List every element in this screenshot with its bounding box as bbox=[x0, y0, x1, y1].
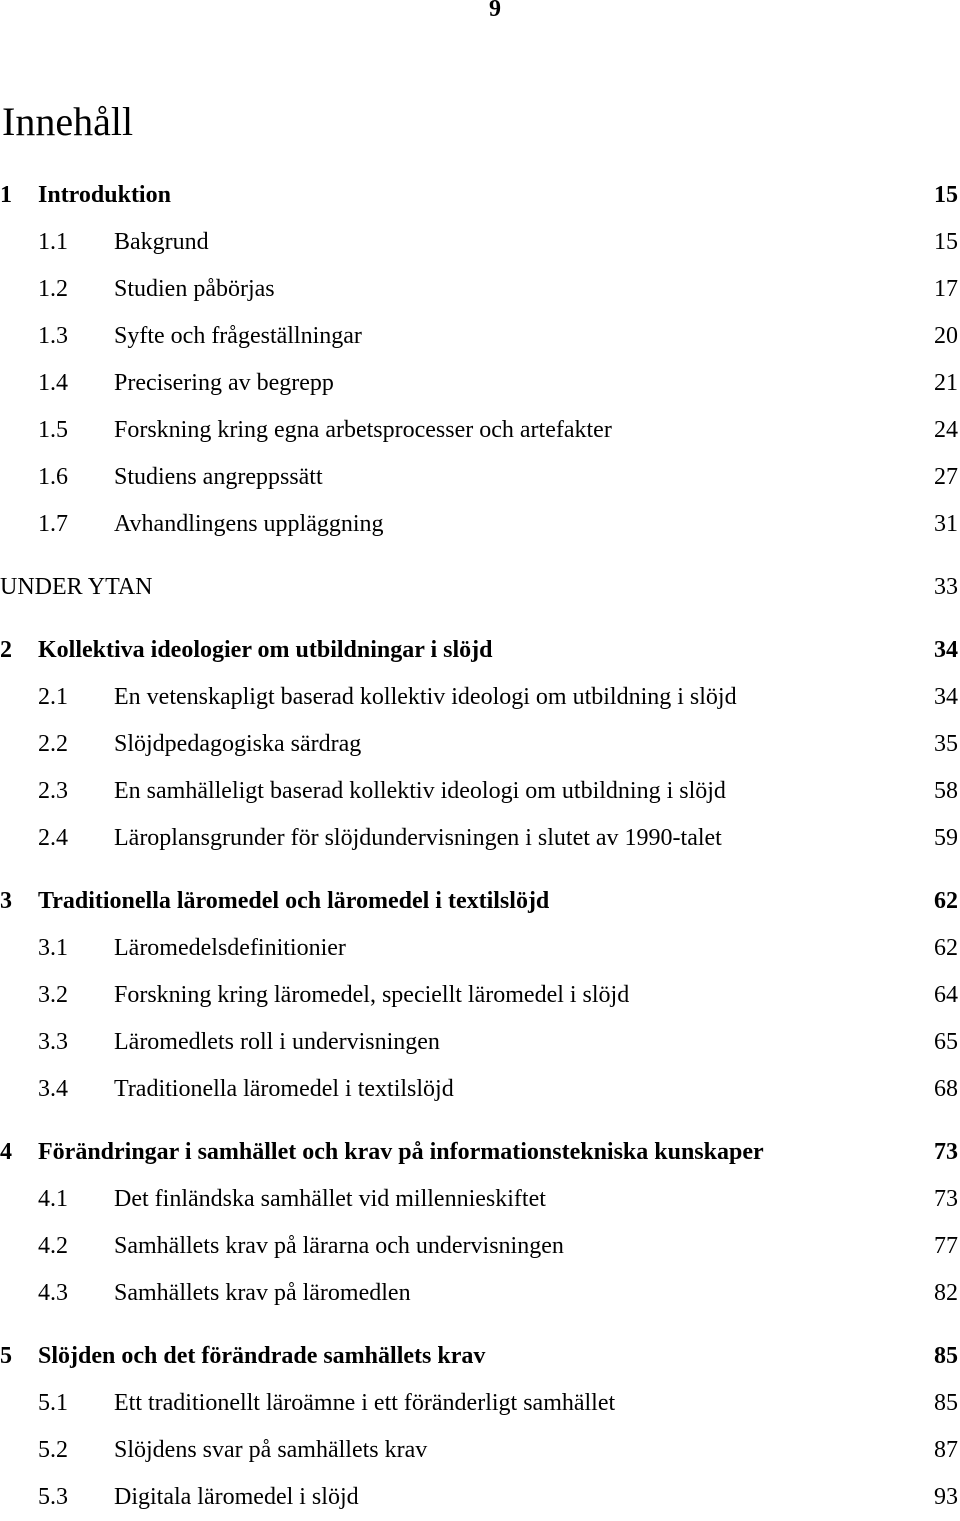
toc-entry-section[interactable] bbox=[0, 1270, 960, 1317]
toc-entry-page: 15 bbox=[934, 229, 958, 255]
toc-entry-number: 1.1 bbox=[38, 229, 68, 255]
toc-entry-label: Forskning kring egna arbetsprocesser och artefakter bbox=[114, 417, 612, 443]
toc-entry-label: Ett traditionellt läroämne i ett föränderligt samhället bbox=[114, 1390, 616, 1416]
toc-entry-chapter[interactable] bbox=[0, 878, 960, 925]
toc-entry-section[interactable] bbox=[0, 219, 960, 266]
toc-entry-number: 4.1 bbox=[38, 1186, 68, 1212]
toc-entry-page: 62 bbox=[934, 888, 958, 914]
toc-entry-section[interactable] bbox=[0, 721, 960, 768]
toc-entry-number: 3 bbox=[0, 888, 12, 914]
toc-entry-label: Förändringar i samhället och krav på informationstekniska kunskaper bbox=[38, 1139, 764, 1165]
toc-entry-page: 59 bbox=[934, 825, 958, 851]
toc-entry-number: 2.3 bbox=[38, 778, 68, 804]
toc-entry-page: 73 bbox=[934, 1139, 958, 1165]
toc-entry-label: En vetenskapligt baserad kollektiv ideologi om utbildning i slöjd bbox=[114, 684, 737, 710]
toc-entry-number: 3.2 bbox=[38, 982, 68, 1008]
toc-entry-page: 27 bbox=[934, 464, 958, 490]
page-title: Innehåll bbox=[2, 99, 134, 144]
toc-entry-section[interactable] bbox=[0, 266, 960, 313]
toc-entry-section[interactable] bbox=[0, 1176, 960, 1223]
toc-entry-number: 1.6 bbox=[38, 464, 68, 490]
toc-entry-chapter[interactable] bbox=[0, 627, 960, 674]
toc-entry-section[interactable] bbox=[0, 407, 960, 454]
toc-entry-page: 24 bbox=[934, 417, 958, 443]
toc-entry-label: Kollektiva ideologier om utbildningar i slöjd bbox=[38, 637, 493, 663]
toc-entry-section[interactable] bbox=[0, 454, 960, 501]
toc-entry-number: 2 bbox=[0, 637, 12, 663]
toc-entry-page: 77 bbox=[934, 1233, 958, 1259]
toc-entry-label: Studiens angreppssätt bbox=[114, 464, 323, 490]
toc-entry-page: 35 bbox=[934, 731, 958, 757]
toc-entry-label: Avhandlingens uppläggning bbox=[114, 511, 384, 537]
toc-entry-number: 1.4 bbox=[38, 370, 68, 396]
toc-entry-label: En samhälleligt baserad kollektiv ideologi om utbildning i slöjd bbox=[114, 778, 726, 804]
toc-entry-number: 1 bbox=[0, 182, 12, 208]
toc-entry-section[interactable] bbox=[0, 313, 960, 360]
toc-entry-page: 58 bbox=[934, 778, 958, 804]
toc-entry-section[interactable] bbox=[0, 501, 960, 548]
toc-entry-page: 65 bbox=[934, 1029, 958, 1055]
toc-entry-section[interactable] bbox=[0, 1427, 960, 1474]
toc-entry-section[interactable] bbox=[0, 925, 960, 972]
toc-entry-page: 34 bbox=[934, 684, 958, 710]
toc-entry-number: 1.5 bbox=[38, 417, 68, 443]
toc-entry-label: Forskning kring läromedel, speciellt läromedel i slöjd bbox=[114, 982, 630, 1008]
toc-entry-section[interactable] bbox=[0, 972, 960, 1019]
toc-entry-number: 4.3 bbox=[38, 1280, 68, 1306]
toc-entry-label: Slöjdens svar på samhällets krav bbox=[114, 1437, 428, 1463]
toc-entry-page: 87 bbox=[934, 1437, 958, 1463]
toc-entry-label: Precisering av begrepp bbox=[114, 370, 334, 396]
toc-entry-part[interactable] bbox=[0, 564, 960, 611]
toc-entry-label: Syfte och frågeställningar bbox=[114, 323, 362, 349]
toc-entry-number: 5.1 bbox=[38, 1390, 68, 1416]
toc-entry-section[interactable] bbox=[0, 1380, 960, 1427]
toc-entry-page: 64 bbox=[934, 982, 958, 1008]
toc-entry-number: 5 bbox=[0, 1343, 12, 1369]
toc-entry-number: 3.1 bbox=[38, 935, 68, 961]
toc-entry-label: Slöjdpedagogiska särdrag bbox=[114, 731, 362, 757]
toc-entry-number: 1.3 bbox=[38, 323, 68, 349]
toc-entry-number: 5.3 bbox=[38, 1484, 68, 1510]
toc-entry-label: Samhällets krav på lärarna och undervisningen bbox=[114, 1233, 564, 1259]
toc-entry-number: 1.2 bbox=[38, 276, 68, 302]
table-of-contents bbox=[0, 172, 960, 1521]
toc-entry-label: Läromedlets roll i undervisningen bbox=[114, 1029, 440, 1055]
toc-entry-page: 33 bbox=[934, 574, 958, 600]
toc-entry-label: Det finländska samhället vid millennieskiftet bbox=[114, 1186, 546, 1212]
toc-entry-label: Studien påbörjas bbox=[114, 276, 275, 302]
toc-entry-page: 68 bbox=[934, 1076, 958, 1102]
toc-entry-section[interactable] bbox=[0, 674, 960, 721]
toc-entry-label: Traditionella läromedel och läromedel i textilslöjd bbox=[38, 888, 550, 914]
toc-entry-number: 2.1 bbox=[38, 684, 68, 710]
toc-entry-section[interactable] bbox=[0, 1223, 960, 1270]
toc-entry-section[interactable] bbox=[0, 1019, 960, 1066]
toc-entry-label: Läroplansgrunder för slöjdundervisningen i slutet av 1990-talet bbox=[114, 825, 722, 851]
toc-entry-number: 3.4 bbox=[38, 1076, 68, 1102]
toc-entry-page: 21 bbox=[934, 370, 958, 396]
toc-entry-label: Introduktion bbox=[38, 182, 171, 208]
toc-entry-number: 1.7 bbox=[38, 511, 68, 537]
toc-entry-page: 31 bbox=[934, 511, 958, 537]
toc-entry-chapter[interactable] bbox=[0, 1333, 960, 1380]
toc-entry-number: 2.4 bbox=[38, 825, 68, 851]
toc-entry-number: 3.3 bbox=[38, 1029, 68, 1055]
toc-entry-chapter[interactable] bbox=[0, 172, 960, 219]
toc-entry-page: 20 bbox=[934, 323, 958, 349]
toc-entry-label: Samhällets krav på läromedlen bbox=[114, 1280, 411, 1306]
toc-entry-page: 82 bbox=[934, 1280, 958, 1306]
toc-entry-section[interactable] bbox=[0, 1474, 960, 1521]
toc-entry-section[interactable] bbox=[0, 768, 960, 815]
toc-entry-number: 5.2 bbox=[38, 1437, 68, 1463]
toc-entry-number: 2.2 bbox=[38, 731, 68, 757]
toc-entry-page: 15 bbox=[934, 182, 958, 208]
toc-entry-label: Traditionella läromedel i textilslöjd bbox=[114, 1076, 454, 1102]
toc-entry-number: 4 bbox=[0, 1139, 12, 1165]
toc-entry-label: Bakgrund bbox=[114, 229, 209, 255]
toc-entry-page: 85 bbox=[934, 1390, 958, 1416]
toc-entry-label: Läromedelsdefinitionier bbox=[114, 935, 346, 961]
toc-entry-page: 93 bbox=[934, 1484, 958, 1510]
toc-entry-section[interactable] bbox=[0, 1066, 960, 1113]
toc-entry-page: 73 bbox=[934, 1186, 958, 1212]
toc-entry-number: 4.2 bbox=[38, 1233, 68, 1259]
toc-entry-page: 34 bbox=[934, 637, 958, 663]
toc-entry-page: 62 bbox=[934, 935, 958, 961]
toc-entry-chapter[interactable] bbox=[0, 1129, 960, 1176]
toc-entry-page: 17 bbox=[934, 276, 958, 302]
toc-entry-section[interactable] bbox=[0, 815, 960, 862]
toc-entry-label: Digitala läromedel i slöjd bbox=[114, 1484, 359, 1510]
page-number: 9 bbox=[489, 0, 501, 22]
toc-entry-page: 85 bbox=[934, 1343, 958, 1369]
toc-entry-label: UNDER YTAN bbox=[0, 574, 153, 600]
toc-entry-label: Slöjden och det förändrade samhällets krav bbox=[38, 1343, 486, 1369]
toc-entry-section[interactable] bbox=[0, 360, 960, 407]
